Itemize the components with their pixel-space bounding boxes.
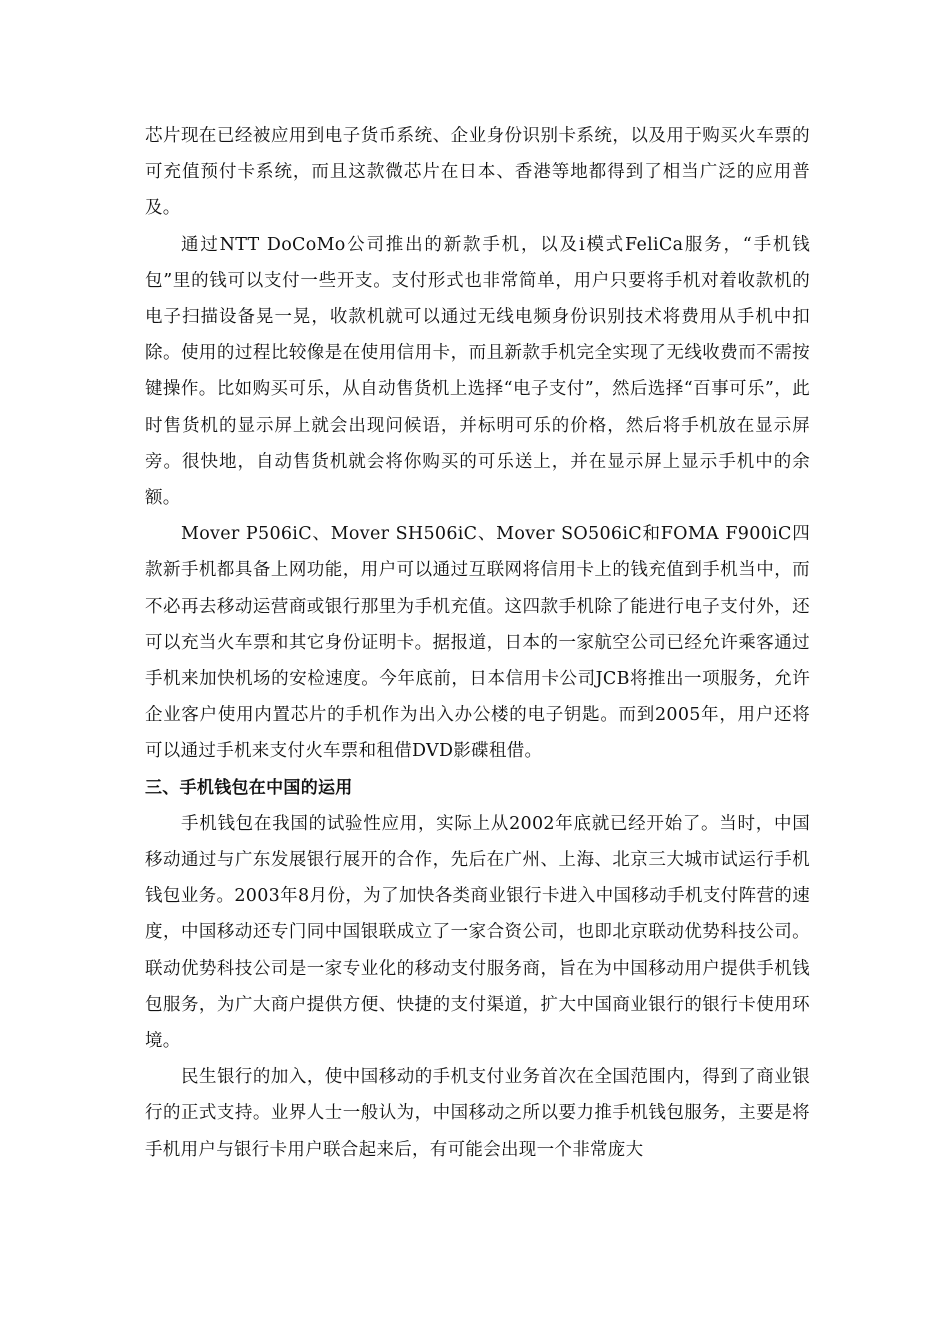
paragraph-minsheng-bank: 民生银行的加入，使中国移动的手机支付业务首次在全国范围内，得到了商业银行的正式支持。业界人士一般认为，中国移动之所以要力推手机钱包服务，主要是将手机用户与银行卡用户联合起来后，有可能会出现一个非常庞大 — [145, 1067, 810, 1160]
paragraph-china-trial: 手机钱包在我国的试验性应用，实际上从2002年底就已经开始了。当时，中国移动通过与广东发展银行展开的合作，先后在广州、上海、北京三大城市试运行手机钱包业务。2003年8月份，为了加快各类商业银行卡进入中国移动手机支付阵营的速度，中国移动还专门同中国银联成立了一家合资公司，也即北京联动优势科技公司。联动优势科技公司是一家专业化的移动支付服务商，旨在为中国移动用户提供手机钱包服务，为广大商户提供方便、快捷的支付渠道，扩大中国商业银行的银行卡使用环境。 — [145, 813, 810, 1052]
paragraph-handset-models: Mover P506iC、Mover SH506iC、Mover SO506iC和FOMA F900iC四款新手机都具备上网功能，用户可以通过互联网将信用卡上的钱充值到手机当中，而不必再去移动运营商或银行那里为手机充值。这四款手机除了能进行电子支付外，还可以充当火车票和其它身份证明卡。据报道，日本的一家航空公司已经允许乘客通过手机来加快机场的安检速度。今年底前，日本信用卡公司JCB将推出一项服务，允许企业客户使用内置芯片的手机作为出入办公楼的电子钥匙。而到2005年，用户还将可以通过手机来支付火车票和租借DVD影碟租借。 — [145, 524, 810, 762]
document-body — [145, 118, 810, 1168]
section-heading: 三、手机钱包在中国的运用 — [145, 777, 353, 798]
paragraph-docomo-wallet: 通过NTT DoCoMo公司推出的新款手机，以及i模式FeliCa服务，“手机钱包”里的钱可以支付一些开支。支付形式也非常简单，用户只要将手机对着收款机的电子扫描设备晃一晃，收款机就可以通过无线电频身份识别技术将费用从手机中扣除。使用的过程比较像是在使用信用卡，而且新款手机完全实现了无线收费而不需按键操作。比如购买可乐，从自动售货机上选择“电子支付”，然后选择“百事可乐”，此时售货机的显示屏上就会出现问候语，并标明可乐的价格，然后将手机放在显示屏旁。很快地，自动售货机就会将你购买的可乐送上，并在显示屏上显示手机中的余额。 — [145, 234, 810, 509]
paragraph-continuation: 芯片现在已经被应用到电子货币系统、企业身份识别卡系统，以及用于购买火车票的可充值预付卡系统，而且这款微芯片在日本、香港等地都得到了相当广泛的应用普及。 — [145, 126, 810, 219]
